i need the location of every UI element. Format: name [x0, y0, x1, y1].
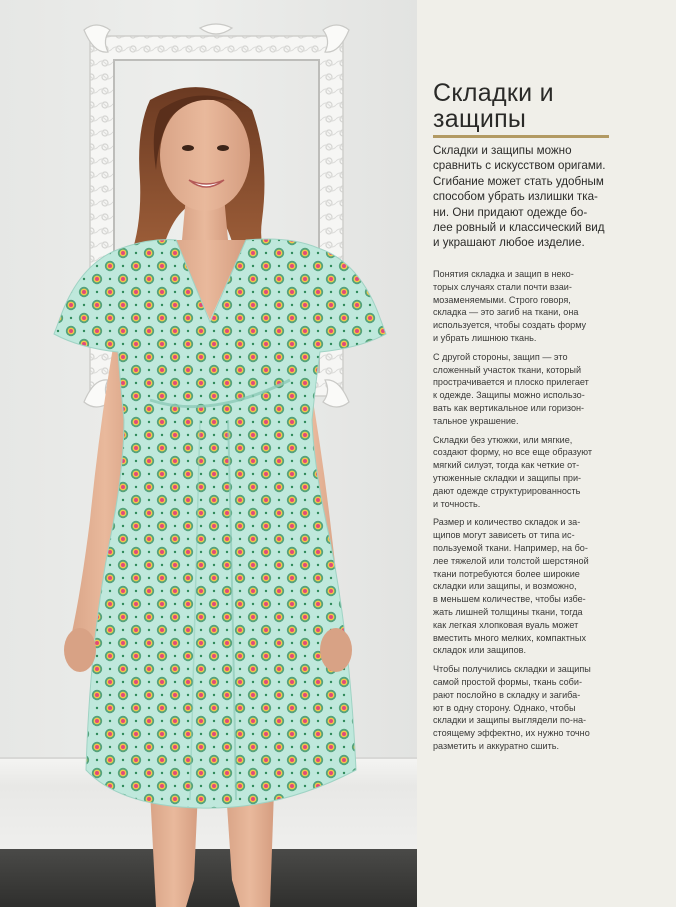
body-line: прострачивается и плоско прилегает — [433, 377, 589, 388]
lead-line: Складки и защипы можно — [433, 144, 572, 157]
title-line-2: защипы — [433, 105, 527, 133]
lead-line: лее ровный и классический вид — [433, 221, 605, 235]
body-line: пользуемой ткани. Например, на бо- — [433, 542, 588, 553]
body-line: С другой стороны, защип — это — [433, 351, 568, 362]
body-line: дают одежде структурированность — [433, 485, 581, 496]
body-line: складки или защипы, и возможно, — [433, 581, 577, 592]
body-line: к одежде. Защипы можно использо- — [433, 390, 585, 401]
body-text — [433, 268, 613, 759]
title-underline — [433, 135, 609, 138]
body-line: тальное украшение. — [433, 415, 519, 426]
body-paragraph-4 — [433, 516, 613, 657]
body-line: разметить и аккуратно сшить. — [433, 740, 560, 751]
body-line: ют в одну сторону. Однако, чтобы — [433, 702, 576, 713]
body-line: мозаменяемыми. Строго говоря, — [433, 294, 571, 305]
lead-paragraph — [433, 143, 617, 251]
body-line: вать как вертикальное или горизон- — [433, 402, 585, 413]
body-paragraph-5 — [433, 663, 613, 753]
body-line: жать лишней толщины ткани, тогда — [433, 606, 583, 617]
body-line: рают послойно в складку и загиба- — [433, 689, 581, 700]
lead-line: способом убрать излишки тка- — [433, 190, 598, 204]
body-line: лее тяжелой или толстой шерстяной — [433, 555, 589, 566]
page-title — [433, 80, 663, 132]
body-line: утюженные складки и защипы при- — [433, 472, 582, 483]
body-line: мягкий силуэт, тогда как четкие от- — [433, 460, 580, 471]
text-column — [433, 0, 663, 907]
body-paragraph-3 — [433, 434, 613, 511]
body-paragraph-2 — [433, 351, 613, 428]
body-line: Складки без утюжки, или мягкие, — [433, 434, 573, 445]
body-line: создают форму, но все еще образуют — [433, 447, 593, 458]
body-line: используется, чтобы создать форму — [433, 320, 587, 331]
body-paragraph-1 — [433, 268, 613, 345]
body-line: Размер и количество складок и за- — [433, 517, 581, 528]
title-line-1: Складки и — [433, 79, 554, 107]
lead-line: Сгибание может стать удобным — [433, 174, 604, 188]
lead-line: и украшают любое изделие. — [433, 236, 585, 250]
body-line: ткани потребуются более широкие — [433, 568, 580, 579]
lead-line: ни. Они придают одежде бо- — [433, 205, 588, 219]
body-line: Чтобы получились складки и защипы — [433, 664, 591, 675]
body-line: сложенный участок ткани, который — [433, 364, 582, 375]
body-line: складка — это загиб на ткани, она — [433, 307, 579, 318]
body-line: стоящему эффектно, их нужно точно — [433, 728, 590, 739]
body-line: и точность. — [433, 498, 481, 509]
face — [160, 99, 250, 211]
body-line: в меньшем количестве, чтобы избе- — [433, 594, 586, 605]
body-line: самой простой формы, ткань соби- — [433, 676, 582, 687]
body-line: торых случаях стали почти взаи- — [433, 281, 572, 292]
body-line: складки и защипы выглядели по-на- — [433, 715, 587, 726]
body-line: Понятия складка и защип в неко- — [433, 269, 574, 279]
body-line: как легкая хлопковая вуаль может — [433, 619, 579, 630]
lead-line: сравнить с искусством оригами. — [433, 159, 606, 173]
body-line: вместить много мелких, компактных — [433, 632, 586, 643]
body-line: щипов могут зависеть от типа ис- — [433, 530, 575, 541]
body-line: и убрать лишнюю ткань. — [433, 332, 537, 343]
body-line: складок или защипов. — [433, 645, 526, 656]
